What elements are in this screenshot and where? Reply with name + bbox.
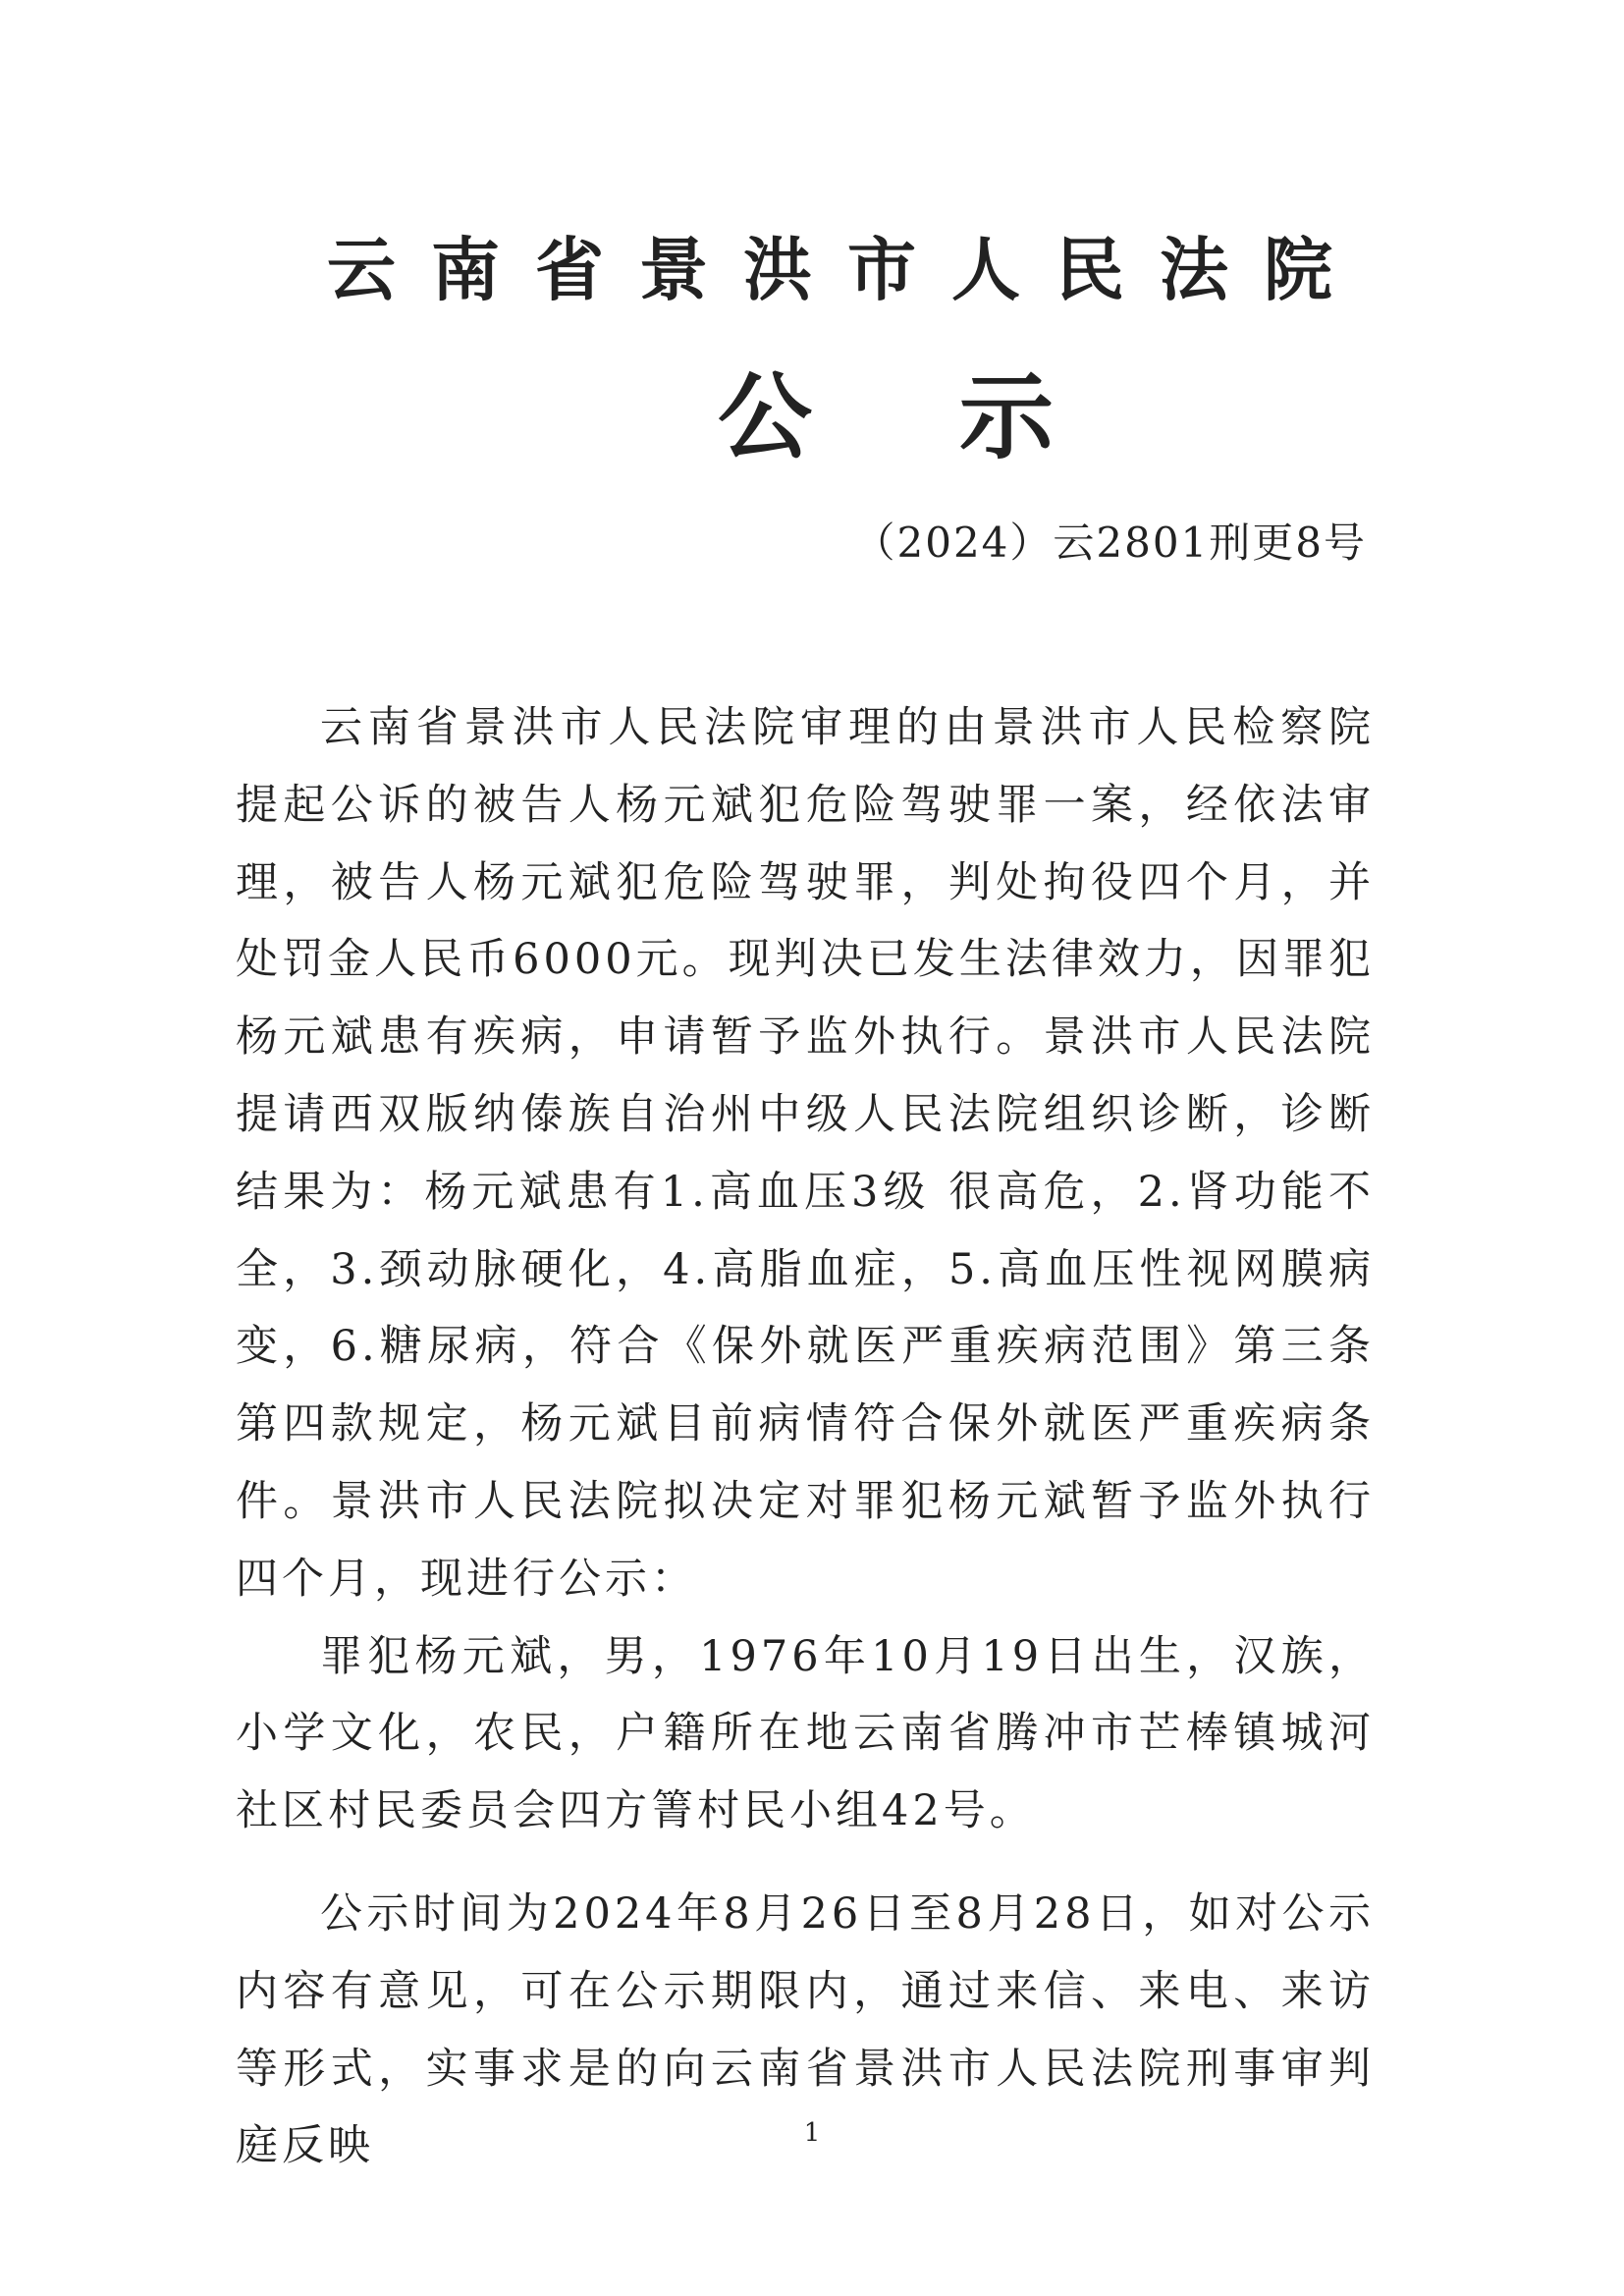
notice-body-main <box>236 689 1375 1850</box>
court-name-heading: 云南省景洪市人民法院 <box>327 229 1368 310</box>
paragraph-publicity-period: 公示时间为2024年8月26日至8月28日，如对公示内容有意见，可在公示期限内，通过来信、来电、来访等形式，实事求是的向云南省景洪市人民法院刑事审判庭反映 <box>236 1889 1375 2171</box>
paragraph-offender-info: 罪犯杨元斌，男，1976年10月19日出生，汉族，小学文化，农民，户籍所在地云南省腾冲市芒棒镇城河社区村民委员会四方箐村民小组42号。 <box>236 1631 1375 1836</box>
document-type-heading: 公示 <box>718 361 1201 472</box>
case-number: （2024）云2801刑更8号 <box>853 519 1367 567</box>
paragraph-case-summary: 云南省景洪市人民法院审理的由景洪市人民检察院提起公诉的被告人杨元斌犯危险驾驶罪一案，经依法审理，被告人杨元斌犯危险驾驶罪，判处拘役四个月，并处罚金人民币6000元。现判决已发生法律效力，因罪犯杨元斌患有疾病，申请暂予监外执行。景洪市人民法院提请西双版纳傣族自治州中级人民法院组织诊断，诊断结果为：杨元斌患有1.高血压3级 很高危，2.肾功能不全，3.颈动脉硬化，4.高脂血症，5.高血压性视网膜病变，6.糖尿病，符合《保外就医严重疾病范围》第三条第四款规定，杨元斌目前病情符合保外就医严重疾病条件。景洪市人民法院拟决定对罪犯杨元斌暂予监外执行四个月，现进行公示： <box>236 703 1375 1604</box>
page-number: 1 <box>803 2118 821 2148</box>
